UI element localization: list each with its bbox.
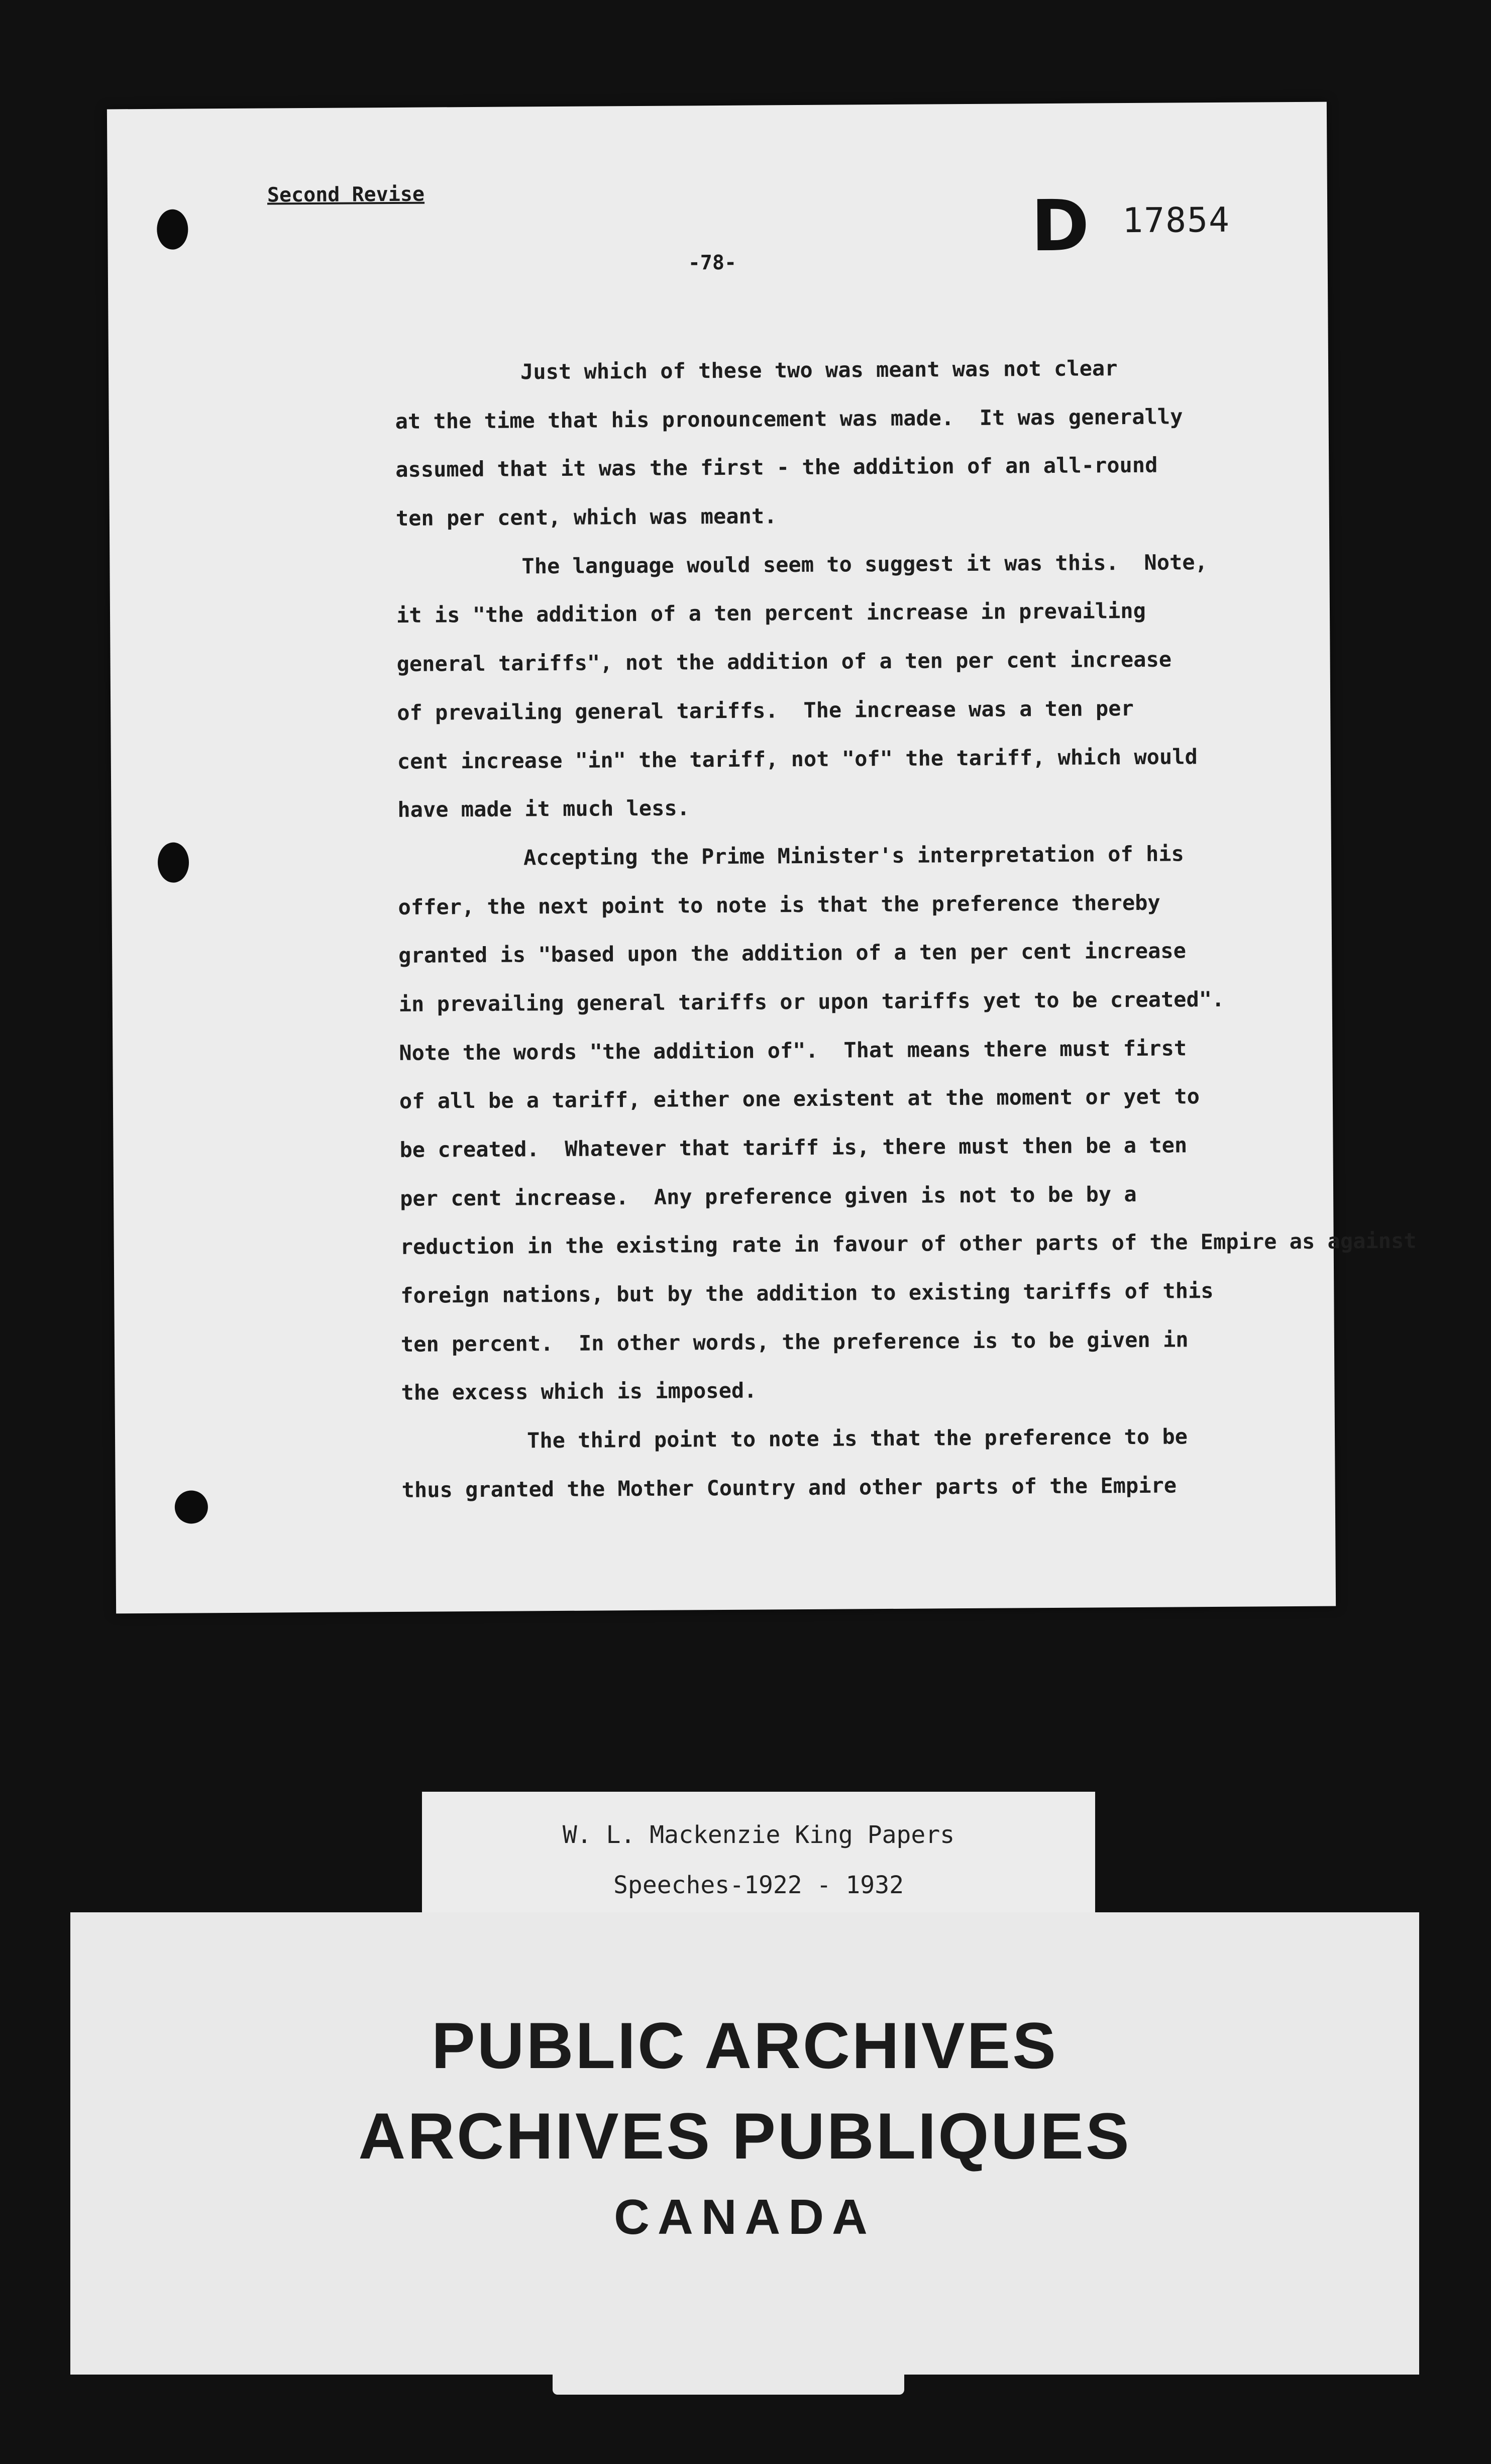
text-line: it is "the addition of a ten percent increase in prevailing bbox=[396, 598, 1146, 628]
text-line: reduction in the existing rate in favour of other parts of the Empire as against bbox=[400, 1228, 1417, 1260]
collection-name: W. L. Mackenzie King Papers bbox=[562, 1821, 955, 1849]
punch-hole bbox=[175, 1490, 208, 1523]
archive-name-french: ARCHIVES PUBLIQUES bbox=[358, 2099, 1131, 2173]
archive-country: CANADA bbox=[614, 2189, 876, 2244]
text-line: ten per cent, which was meant. bbox=[395, 503, 777, 531]
page-number: -78- bbox=[688, 251, 737, 275]
collection-label bbox=[422, 1792, 1095, 1927]
text-line: of prevailing general tariffs. The increase was a ten per bbox=[397, 695, 1134, 725]
text-line: general tariffs", not the addition of a ten per cent increase bbox=[396, 647, 1172, 677]
archive-label bbox=[70, 1912, 1419, 2375]
text-line: Note the words "the addition of". That means there must first bbox=[399, 1035, 1187, 1065]
revision-label: Second Revise bbox=[267, 182, 425, 207]
punch-hole bbox=[157, 209, 188, 249]
punch-hole bbox=[158, 842, 189, 882]
text-line: offer, the next point to note is that the preference thereby bbox=[398, 890, 1160, 919]
body-text bbox=[395, 343, 1417, 1514]
document-letter: D bbox=[1030, 185, 1090, 268]
text-line: The third point to note is that the preference to be bbox=[526, 1424, 1188, 1453]
text-line: the excess which is imposed. bbox=[401, 1378, 757, 1405]
document-page bbox=[107, 102, 1417, 1614]
document-number: 17854 bbox=[1122, 200, 1231, 241]
text-line: The language would seem to suggest it was this. Note, bbox=[521, 549, 1208, 579]
text-line: granted is "based upon the addition of a ten per cent increase bbox=[398, 938, 1187, 968]
series-name: Speeches-1922 - 1932 bbox=[613, 1871, 904, 1899]
archive-name-english: PUBLIC ARCHIVES bbox=[432, 2009, 1058, 2082]
text-line: per cent increase. Any preference given is not to be by a bbox=[399, 1181, 1137, 1211]
text-line: cent increase "in" the tariff, not "of" the tariff, which would bbox=[397, 744, 1198, 774]
text-line: assumed that it was the first - the addition of an all-round bbox=[395, 453, 1158, 482]
text-line: Just which of these two was meant was not clear bbox=[520, 356, 1118, 384]
text-line: ten percent. In other words, the preference is to be given in bbox=[400, 1327, 1189, 1357]
text-line: be created. Whatever that tariff is, there must then be a ten bbox=[399, 1133, 1188, 1162]
label-tab bbox=[553, 2375, 904, 2395]
text-line: in prevailing general tariffs or upon tariffs yet to be created". bbox=[398, 986, 1225, 1016]
text-line: Accepting the Prime Minister's interpretation of his bbox=[523, 841, 1185, 870]
text-line: of all be a tariff, either one existent at the moment or yet to bbox=[399, 1084, 1200, 1114]
text-line: at the time that his pronouncement was made. It was generally bbox=[395, 404, 1183, 434]
text-line: foreign nations, but by the addition to existing tariffs of this bbox=[400, 1278, 1214, 1308]
text-line: have made it much less. bbox=[397, 795, 690, 823]
text-line: thus granted the Mother Country and other parts of the Empire bbox=[401, 1473, 1177, 1502]
